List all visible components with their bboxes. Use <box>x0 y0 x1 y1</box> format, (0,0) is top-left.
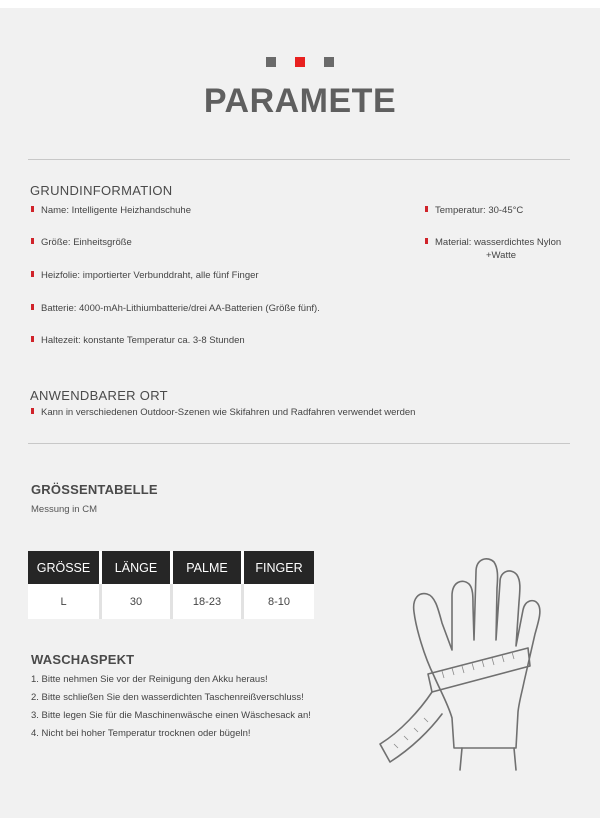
info-item-material: Material: wasserdichtes Nylon <box>425 237 561 249</box>
washing-item-1: 1. Bitte nehmen Sie vor der Reinigung den Akku heraus! <box>31 674 268 685</box>
bullet-icon <box>31 206 34 212</box>
cell-length: 30 <box>101 584 172 619</box>
col-header-length: LÄNGE <box>101 551 172 584</box>
washing-item-2: 2. Bitte schließen Sie den wasserdichten Taschenreißverschluss! <box>31 692 304 703</box>
cell-size: L <box>28 584 101 619</box>
size-table <box>28 551 314 619</box>
basic-info-heading: GRUNDINFORMATION <box>30 183 173 198</box>
col-header-finger: FINGER <box>243 551 315 584</box>
divider-top <box>28 159 570 160</box>
bullet-icon <box>425 238 428 244</box>
size-table-header-row <box>28 551 314 584</box>
size-unit-note: Messung in CM <box>31 504 97 515</box>
info-item-holding-time: Haltezeit: konstante Temperatur ca. 3-8 Stunden <box>31 335 245 347</box>
washing-item-4: 4. Nicht bei hoher Temperatur trocknen oder bügeln! <box>31 728 251 739</box>
marker-square-right <box>324 57 334 67</box>
cell-finger: 8-10 <box>243 584 315 619</box>
cell-palm: 18-23 <box>172 584 243 619</box>
bullet-icon <box>31 408 34 414</box>
application-item: Kann in verschiedenen Outdoor-Szenen wie Skifahren und Radfahren verwendet werden <box>31 407 415 419</box>
info-item-name: Name: Intelligente Heizhandschuhe <box>31 205 191 217</box>
table-row <box>28 584 314 619</box>
col-header-palm: PALME <box>172 551 243 584</box>
page-title: PARAMETE <box>203 82 397 120</box>
col-header-size: GRÖSSE <box>28 551 101 584</box>
washing-item-3: 3. Bitte legen Sie für die Maschinenwäsche einen Wäschesack an! <box>31 710 311 721</box>
bullet-icon <box>425 206 428 212</box>
glove-measurement-illustration <box>372 548 582 773</box>
divider-middle <box>28 443 570 444</box>
info-item-battery: Batterie: 4000-mAh-Lithiumbatterie/drei AA-Batterien (Größe fünf). <box>31 303 320 315</box>
marker-square-left <box>266 57 276 67</box>
info-item-size: Größe: Einheitsgröße <box>31 237 132 249</box>
marker-square-center <box>295 57 305 67</box>
bullet-icon <box>31 271 34 277</box>
info-item-material-cont: +Watte <box>486 250 517 261</box>
info-item-heating-film: Heizfolie: importierter Verbunddraht, alle fünf Finger <box>31 270 259 282</box>
washing-heading: WASCHASPEKT <box>31 652 135 667</box>
bullet-icon <box>31 336 34 342</box>
application-heading: ANWENDBARER ORT <box>30 388 168 403</box>
bullet-icon <box>31 238 34 244</box>
info-item-temperature: Temperatur: 30-45°C <box>425 205 523 217</box>
size-table-heading: GRÖSSENTABELLE <box>31 482 158 497</box>
bullet-icon <box>31 304 34 310</box>
